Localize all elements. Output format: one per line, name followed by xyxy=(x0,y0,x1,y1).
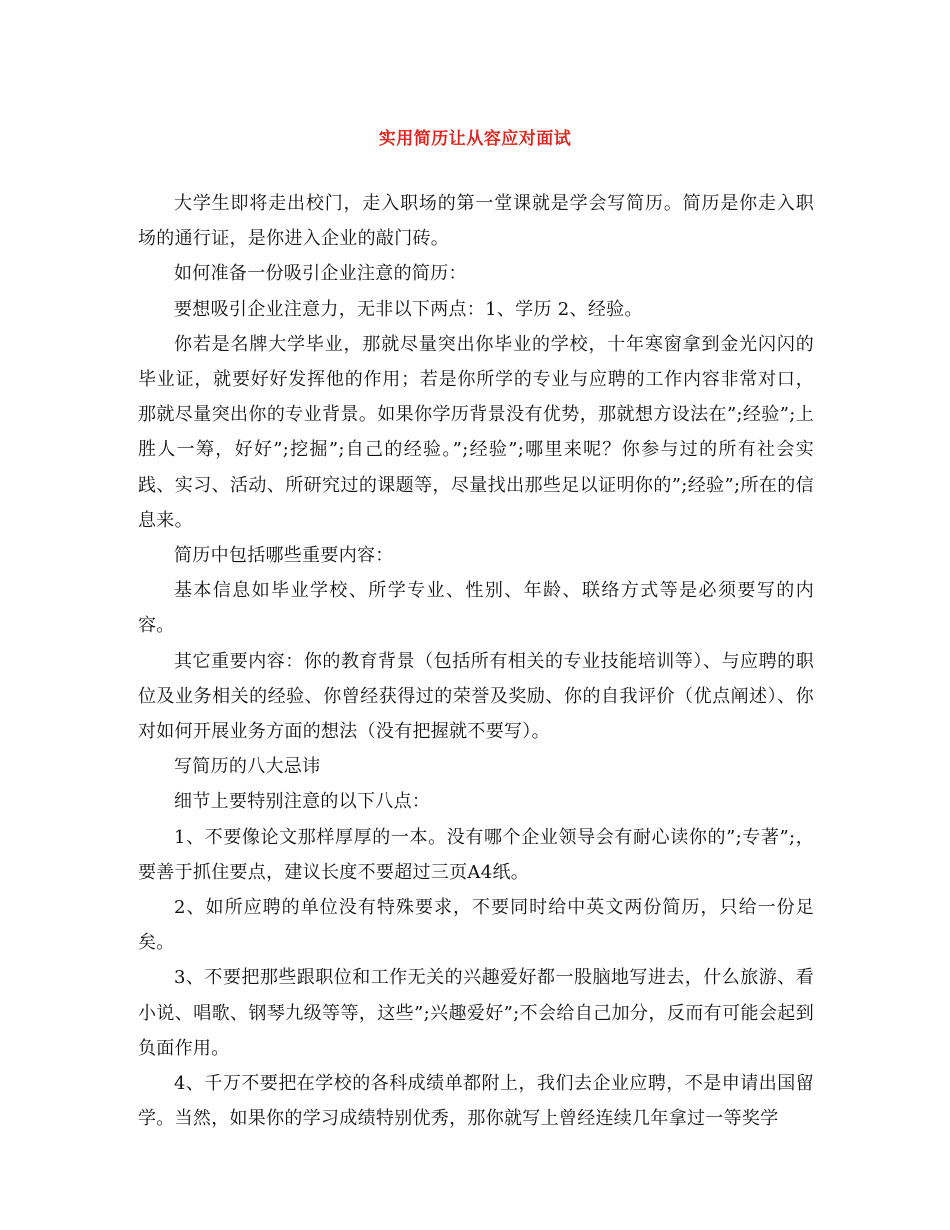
paragraph-taboos-heading: 写简历的八大忌讳 xyxy=(174,756,321,778)
document-body xyxy=(138,186,814,1136)
paragraph-content-heading: 简历中包括哪些重要内容： xyxy=(174,545,394,567)
paragraph-point-3: 3、不要把那些跟职位和工作无关的兴趣爱好都一股脑地写进去，什么旅游、看小说、唱歌、钢琴九级等等，这些”;兴趣爱好”;不会给自己加分，反而有可能会起到负面作用。 xyxy=(138,967,814,1059)
paragraph-two-points: 要想吸引企业注意力，无非以下两点：1、学历 2、经验。 xyxy=(174,298,643,320)
document-title: 实用简历让从容应对面试 xyxy=(378,129,572,149)
paragraph-eight-points: 细节上要特别注意的以下八点： xyxy=(174,791,431,813)
paragraph-other-content: 其它重要内容：你的教育背景（包括所有相关的专业技能培训等）、与应聘的职位及业务相关的经验、你曾经获得过的荣誉及奖励、你的自我评价（优点阐述）、你对如何开展业务方面的想法（没有把握就不要写）。 xyxy=(138,650,814,743)
paragraph-intro: 大学生即将走出校门，走入职场的第一堂课就是学会写简历。简历是你走入职场的通行证，是你进入企业的敲门砖。 xyxy=(138,193,814,250)
paragraph-point-1: 1、不要像论文那样厚厚的一本。没有哪个企业领导会有耐心读你的”;专著”;，要善于抓住要点，建议长度不要超过三页A4纸。 xyxy=(138,826,814,883)
paragraph-how-to-prepare: 如何准备一份吸引企业注意的简历： xyxy=(174,263,467,285)
paragraph-point-2: 2、如所应聘的单位没有特殊要求，不要同时给中英文两份简历，只给一份足矣。 xyxy=(138,897,814,954)
paragraph-point-4: 4、千万不要把在学校的各科成绩单都附上，我们去企业应聘，不是申请出国留学。当然，如果你的学习成绩特别优秀，那你就写上曾经连续几年拿过一等奖学 xyxy=(138,1073,814,1130)
paragraph-basic-info: 基本信息如毕业学校、所学专业、性别、年龄、联络方式等是必须要写的内容。 xyxy=(138,580,814,637)
paragraph-education-experience: 你若是名牌大学毕业，那就尽量突出你毕业的学校，十年寒窗拿到金光闪闪的毕业证，就要好好发挥他的作用；若是你所学的专业与应聘的工作内容非常对口，那就尽量突出你的专业背景。如果你学历背景没有优势，那就想方设法在”;经验”;上胜人一筹，好好”;挖掘”;自己的经验。”;经验”;哪里来呢？你参与过的所有社会实践、实习、活动、所研究过的课题等，尽量找出那些足以证明你的”;经验”;所在的信息来。 xyxy=(138,333,814,531)
